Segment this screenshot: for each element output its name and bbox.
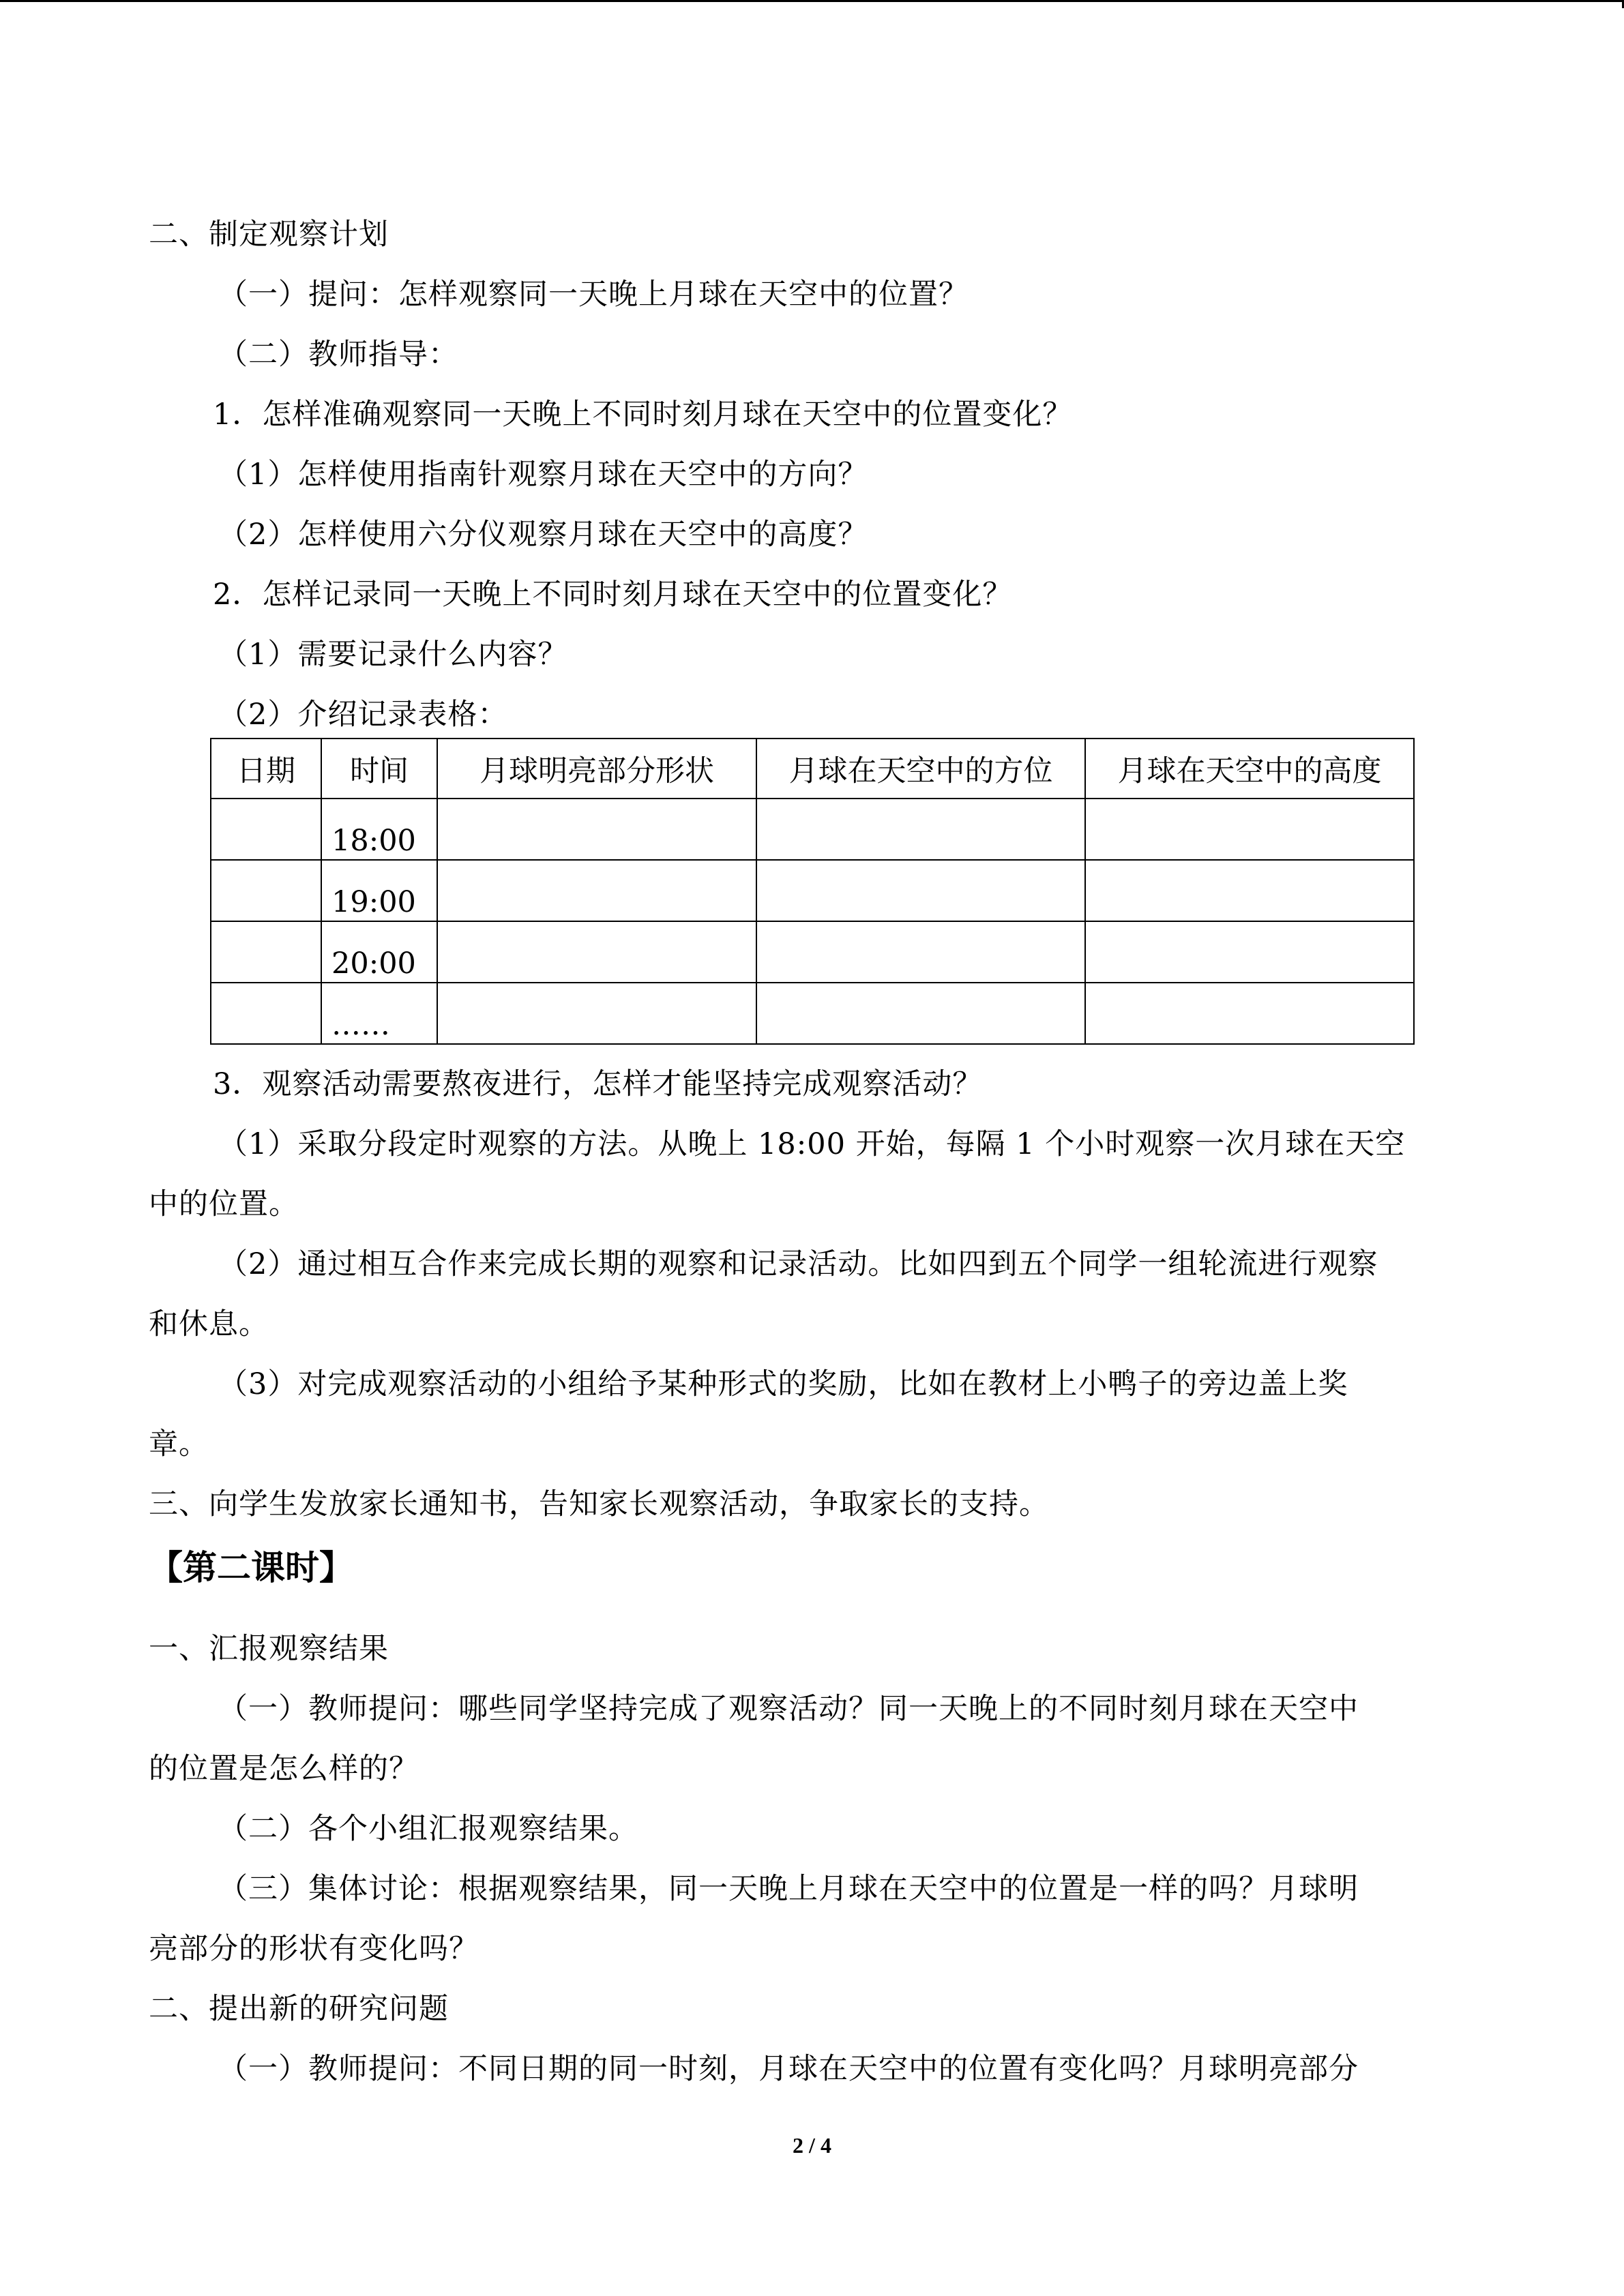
paragraph: （三）集体讨论：根据观察结果，同一天晚上月球在天空中的位置是一样的吗？月球明 [218, 1872, 1359, 1906]
paragraph: （1）采取分段定时观察的方法。从晚上 18:00 开始，每隔 1 个小时观察一次月球在天空 [218, 1127, 1406, 1161]
table-cell [756, 921, 1085, 983]
table-cell [1085, 983, 1414, 1044]
table-cell [1085, 921, 1414, 983]
table-header-cell: 日期 [211, 739, 321, 799]
paragraph: （一）教师提问：不同日期的同一时刻，月球在天空中的位置有变化吗？月球明亮部分 [218, 2052, 1359, 2086]
table-header-cell: 时间 [321, 739, 437, 799]
list-item: （2）介绍记录表格： [218, 698, 508, 732]
table-row [211, 799, 1414, 860]
section-heading: 二、提出新的研究问题 [149, 1992, 449, 2026]
table-cell [756, 799, 1085, 860]
list-item: 2．怎样记录同一天晚上不同时刻月球在天空中的位置变化？ [213, 578, 1013, 612]
page-number: 2 / 4 [793, 2133, 831, 2158]
table-header-cell: 月球在天空中的高度 [1085, 739, 1414, 799]
table-cell [437, 921, 756, 983]
table-cell [437, 799, 756, 860]
table-cell [211, 921, 321, 983]
paragraph: 亮部分的形状有变化吗？ [149, 1932, 479, 1966]
paragraph: （二）各个小组汇报观察结果。 [218, 1812, 638, 1846]
paragraph: （一）教师提问：哪些同学坚持完成了观察活动？同一天晚上的不同时刻月球在天空中 [218, 1692, 1359, 1726]
section-heading: 二、制定观察计划 [149, 218, 389, 252]
table-cell [211, 799, 321, 860]
table-cell [756, 983, 1085, 1044]
paragraph: 中的位置。 [149, 1187, 299, 1221]
table-cell [756, 860, 1085, 921]
paragraph: （3）对完成观察活动的小组给予某种形式的奖励，比如在教材上小鸭子的旁边盖上奖 [218, 1367, 1348, 1401]
table-cell [211, 983, 321, 1044]
section-heading: 一、汇报观察结果 [149, 1632, 389, 1666]
record-table [210, 738, 1415, 1045]
table-header-cell: 月球在天空中的方位 [756, 739, 1085, 799]
paragraph: （2）通过相互合作来完成长期的观察和记录活动。比如四到五个同学一组轮流进行观察 [218, 1247, 1378, 1281]
table-cell: 19:00 [321, 860, 437, 921]
table-cell [1085, 860, 1414, 921]
list-item: （2）怎样使用六分仪观察月球在天空中的高度？ [218, 518, 868, 552]
table-header-cell: 月球明亮部分形状 [437, 739, 756, 799]
table-header-row [211, 739, 1414, 799]
paragraph: 章。 [149, 1427, 209, 1461]
table-cell: 20:00 [321, 921, 437, 983]
table-cell [437, 860, 756, 921]
table-cell [1085, 799, 1414, 860]
list-item: 3．观察活动需要熬夜进行，怎样才能坚持完成观察活动？ [213, 1067, 983, 1101]
table-cell: 18:00 [321, 799, 437, 860]
paragraph: （二）教师指导： [218, 338, 458, 372]
table-row [211, 983, 1414, 1044]
table-row [211, 860, 1414, 921]
paragraph: 的位置是怎么样的？ [149, 1752, 419, 1786]
list-item: 1．怎样准确观察同一天晚上不同时刻月球在天空中的位置变化？ [213, 398, 1073, 432]
table-row [211, 921, 1414, 983]
section-heading: 三、向学生发放家长通知书，告知家长观察活动，争取家长的支持。 [149, 1487, 1049, 1521]
paragraph: （一）提问：怎样观察同一天晚上月球在天空中的位置？ [218, 278, 969, 312]
table-cell: …… [321, 983, 437, 1044]
list-item: （1）怎样使用指南针观察月球在天空中的方向？ [218, 458, 868, 492]
paragraph: 和休息。 [149, 1307, 269, 1341]
page-top-border [0, 0, 1624, 2]
list-item: （1）需要记录什么内容？ [218, 638, 568, 672]
lesson-title: 【第二课时】 [149, 1548, 353, 1587]
table-cell [437, 983, 756, 1044]
table-cell [211, 860, 321, 921]
